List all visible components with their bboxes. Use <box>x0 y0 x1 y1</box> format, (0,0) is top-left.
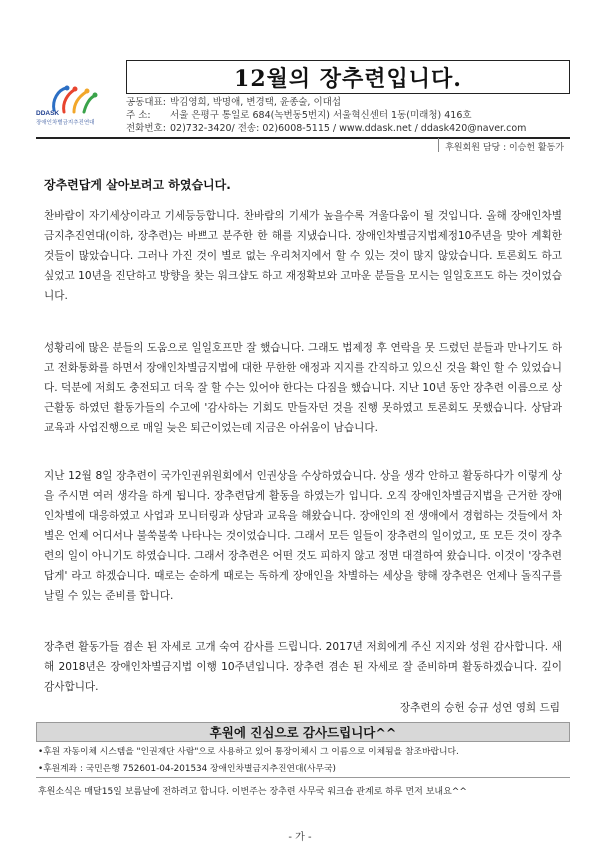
info-value: 박김영희, 박명애, 변경택, 윤종술, 이대섭 <box>170 97 341 108</box>
info-row-address <box>126 109 570 122</box>
info-label: 전화번호: <box>126 123 166 134</box>
account-note <box>38 762 568 776</box>
info-value: 서울 은평구 통일로 684(녹번동5번지) 서울혁신센터 1동(미래청) 416호 <box>170 110 472 121</box>
thanks-banner <box>36 722 570 742</box>
paragraph-1: 찬바람이 자기세상이라고 기세등등합니다. 찬바람의 기세가 높을수록 겨울다움이 될 것입니다. 올해 장애인차별금지추진연대(이하, 장추련)는 바쁘고 분주한 한 해를 지냈습니다. 장애인차별금지법제정10주년을 맞아 계획한 것들이 많았습니다. 그러나 가진 것이 별로 없는 우리처지에서 할 수 있는 것이 많지 않았습니다. 토론회도 하고 싶었고 10년을 진단하고 방향을 찾는 워크샵도 하고 재정확보와 고마운 분들을 모시는 일일호프도 하는 것이었습니다. <box>44 210 562 302</box>
paragraph-4: 장추련 활동가들 겸손 된 자세로 고개 숙여 감사를 드립니다. 2017년 저희에게 주신 지지와 성원 감사합니다. 새해 2018년은 장애인차별금지법 이행 10주년입니다. 장추련 겸손 된 자세로 잘 준비하며 활동하겠습니다. 깊이 감사합니다. <box>44 641 562 693</box>
auto-transfer-note: •후원 자동이체 시스템을 "인권재단 사람"으로 사용하고 있어 통장이체시 그 이름으로 이체됨을 참조바랍니다. <box>38 747 459 757</box>
thanks-title: 후원에 진심으로 감사드립니다^^ <box>209 725 397 740</box>
info-label: 공동대표: <box>126 97 166 108</box>
logo-text-en: DDASK <box>36 110 60 117</box>
page-number: - 가 - <box>288 832 312 843</box>
paragraph-3: 지난 12월 8일 장추련이 국가인권위원회에서 인권상을 수상하였습니다. 상을 생각 안하고 활동하다가 이렇게 상을 주시면 여러 생각을 하게 됩니다. 장추련답게 활동을 하였는가 입니다. 오직 장애인차별금지법을 근거한 장애인차별에 대응하였고 사업과 모니터링과 상담과 교육을 해왔습니다. 장애인의 전 생애에서 경험하는 것들에서 차별은 언제 어디서나 불쑥불쑥 나타나는 것이었습니다. 그래서 모든 일들이 장추련의 일이었고, 또 모든 것이 장추련의 일이 아니기도 하였습니다. 그래서 장추련은 어떤 것도 피하지 않고 정면 대결하여 왔습니다. 이것이 '장추련답게' 라고 하겠습니다. 때로는 순하게 때로는 독하게 장애인을 차별하는 세상을 향해 장추련은 언제나 돌직구를 날릴 수 있는 준비를 합니다. <box>44 470 562 602</box>
account-label: •후원계좌 : <box>38 764 83 774</box>
letter-heading: 장추련답게 살아보려고 하였습니다. <box>44 178 231 192</box>
info-row-representatives <box>126 96 570 109</box>
info-label: 주 소: <box>126 110 151 121</box>
title-box <box>126 60 570 94</box>
news-schedule-note: 후원소식은 매달15일 보름날에 전하려고 합니다. 이번주는 장추련 사무국 워크숍 관계로 하루 먼저 보내요^^ <box>38 787 467 797</box>
page-title: 12월의 장추련입니다. <box>234 65 462 92</box>
signature: 장추련의 승헌 승규 성연 영희 드림 <box>399 702 560 714</box>
account-value: 국민은행 752601-04-201534 장애인차별금지추진연대(사무국) <box>85 764 336 774</box>
thanks-divider <box>36 777 570 778</box>
info-row-contact <box>126 122 570 135</box>
logo-text-kr: 장애인차별금지추진연대 <box>36 120 95 126</box>
staff-contact: 후원회원 담당 : 이승헌 활동가 <box>438 138 570 152</box>
info-value: 02)732-3420/ 전송: 02)6008-5115 / www.ddask.net / ddask420@naver.com <box>170 123 527 134</box>
org-info <box>126 96 570 135</box>
paragraph-2: 성황리에 많은 분들의 도움으로 일일호프만 잘 했습니다. 그래도 법제정 후 연락을 못 드렸던 분들과 만나기도 하고 전화통화를 하면서 장애인차별금지법에 대한 무한한 애정과 지지를 간직하고 있으신 것을 확인 할 수 있었습니다. 덕분에 저희도 충전되고 더욱 잘 할 수는 있어야 한다는 다짐을 했습니다. 지난 10년 동안 장추련 이름으로 상근활동 하였던 활동가들의 수고에 '감사하는 기회도 만들자던 것을 진행 못하였고 토론회도 못했습니다. 상담과 교육과 사업진행으로 매일 늦은 퇴근이었는데 지금은 아쉬움이 남습니다. <box>44 342 562 434</box>
